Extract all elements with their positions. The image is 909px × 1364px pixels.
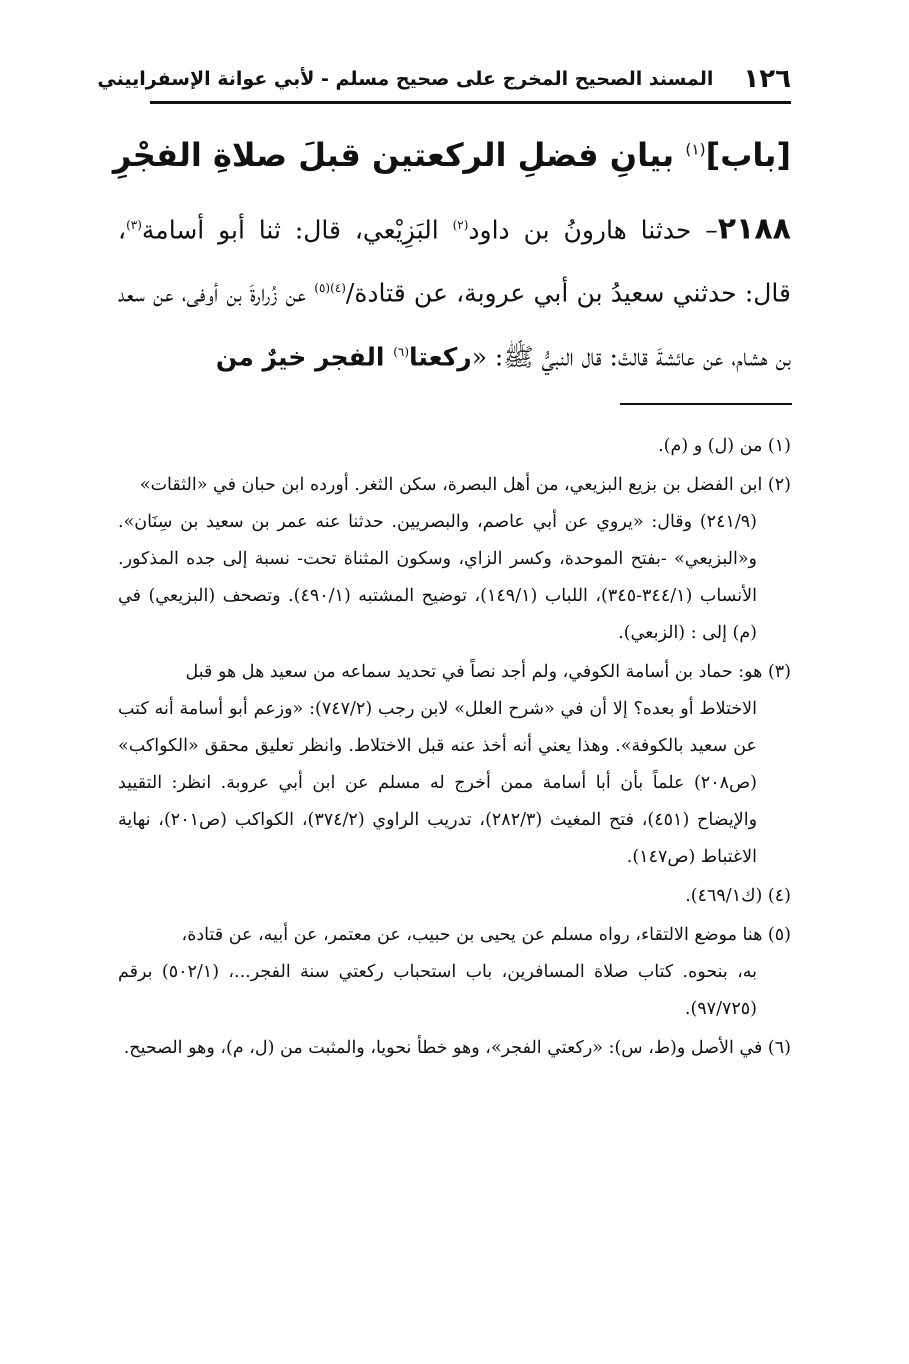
hadith-text <box>118 196 791 386</box>
matn-text-2: الفجر خيرٌ من <box>215 341 394 371</box>
footnote-text: (٣) هو: حماد بن أسامة الكوفي، ولم أجد نصاً في تحديد سماعه من سعيد هل هو قبل <box>185 662 791 682</box>
footnote-ref-4: (٤) <box>330 281 346 296</box>
hadith-text-1: – حدثنا هارونُ بن داود <box>468 215 718 245</box>
hadith-text-4: عن زُرارةَ بن أوفى، عن سعد بن هشام، عن عائشةَ قالتْ: قال النبيُّ ﷺ: « <box>118 278 791 371</box>
hadith-text-3: ، قال: حدثني سعيدُ بن أبي عروبة، عن قتادة/ <box>118 215 791 308</box>
footnote-ref-3: (٣) <box>126 218 142 232</box>
footnote-6 <box>118 1030 791 1067</box>
footnote-continuation: الاختلاط أو بعده؟ إلا أن في «شرح العلل» لابن رجب (٧٤٧/٢): «وزعم أبو أسامة أنه كتب عن سعيد بالكوفة». وهذا يعني أنه أخذ عنه قبل الاختلاط. وانظر تعليق محقق «الكواكب» (ص٢٠٨) علماً بأن أبا أسامة ممن أخرج له مسلم عن ابن أبي عروبة. انظر: التقييد والإيضاح (٤٥١)، فتح المغيث (٢٨٢/٣)، تدريب الراوي (٣٧٤/٢)، الكواكب (ص٢٠١)، نهاية الاغتباط (ص١٤٧). <box>118 699 758 867</box>
page-number: ١٢٦ <box>743 64 791 94</box>
footnote-3 <box>118 654 791 876</box>
running-header <box>97 64 791 94</box>
footnote-text: (٤) (ك٤٦٩/١). <box>685 886 791 906</box>
footnote-ref-1: (١) <box>685 140 706 159</box>
footnote-text: (٦) في الأصل و(ط، س): «ركعتي الفجر»، وهو خطأ نحويا، والمثبت من (ل، م)، وهو الصحيح. <box>123 1038 791 1058</box>
footnote-continuation: (٢٤١/٩) وقال: «يروي عن أبي عاصم، والبصريين. حدثنا عنه عمر بن سعيد بن سِنَان». و«البزيعي» -بفتح الموحدة، وكسر الزاي، وسكون المثناة تحت- نسبة إلى جده المذكور. الأنساب (٣٤٤/١-٣٤٥)، اللباب (١٤٩/١)، توضيح المشتبه (٤٩٠/١). وتصحف (البزيعي) في (م) إلى : (الزبعي). <box>118 512 757 643</box>
footnote-ref-2: (٢) <box>452 218 469 232</box>
footnote-ref-6: (٦) <box>393 344 410 359</box>
footnote-4 <box>118 878 791 915</box>
footnotes <box>118 428 791 1069</box>
footnote-text: (١) من (ل) و (م). <box>658 436 791 456</box>
footnote-ref-5: (٥) <box>314 281 331 296</box>
heading-title: بيانِ فضلِ الركعتين قبلَ صلاةِ الفجْرِ <box>112 136 675 174</box>
footnote-continuation: به، بنحوه. كتاب صلاة المسافرين، باب استحباب ركعتي سنة الفجر...، (٥٠٢/١) برقم (٩٧/٧٢٥). <box>118 962 758 1019</box>
running-title: المسند الصحيح المخرج على صحيح مسلم - لأبي عوانة الإسفراييني <box>97 68 714 90</box>
hadith-number: ٢١٨٨ <box>717 211 791 247</box>
matn-text-1: ركعتا <box>409 341 472 371</box>
header-rule <box>150 101 791 104</box>
chapter-heading <box>112 136 791 174</box>
footnote-5 <box>118 917 791 1028</box>
footnote-separator <box>620 403 792 405</box>
footnote-2 <box>118 467 791 652</box>
footnote-text: (٢) ابن الفضل بن بزيع البزيعي، من أهل البصرة، سكن الثغر. أورده ابن حبان في «الثقات» <box>139 475 791 495</box>
hadith-text-2: البَزِيْعي، قال: ثنا أبو أسامة <box>141 215 453 245</box>
footnote-text: (٥) هنا موضع الالتقاء، رواه مسلم عن يحيى بن حبيب، عن معتمر، عن أبيه، عن قتادة، <box>181 925 791 945</box>
heading-prefix: [باب] <box>705 136 791 174</box>
footnote-1 <box>118 428 791 465</box>
